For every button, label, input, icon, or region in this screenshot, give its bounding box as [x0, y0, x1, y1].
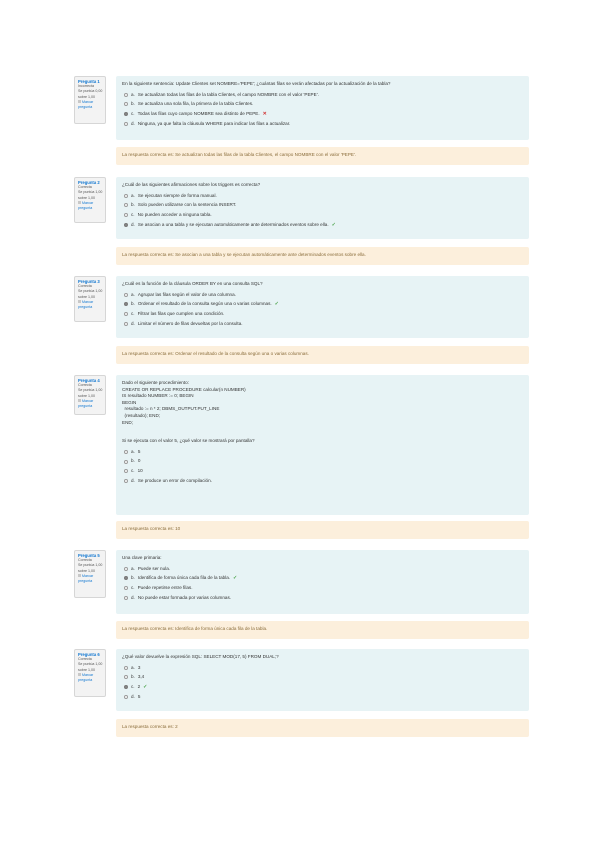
option-letter: c.	[131, 584, 135, 590]
radio-button[interactable]	[124, 479, 128, 483]
answer-option[interactable]	[124, 193, 523, 199]
option-letter: a.	[131, 565, 135, 571]
question-status: Incorrecta	[78, 84, 94, 89]
flag-question-link[interactable]	[78, 574, 103, 584]
radio-button-selected[interactable]	[124, 302, 128, 306]
incorrect-icon: ✕	[262, 110, 267, 117]
option-letter: a.	[131, 291, 135, 297]
question-info	[74, 276, 106, 322]
radio-button[interactable]	[124, 695, 128, 699]
option-text: Ordenar el resultado de la consulta según una o varias columnas.	[137, 301, 272, 307]
flag-label: Marcar pregunta	[78, 573, 94, 584]
answer-option[interactable]	[124, 92, 523, 98]
radio-button[interactable]	[124, 675, 128, 679]
question-mark: Se puntúa 0,00 sobre 1,00	[78, 89, 103, 99]
flag-label: Marcar pregunta	[78, 299, 94, 310]
answer-option[interactable]	[124, 478, 523, 484]
option-text: Limitar el número de filas devueltas por la consulta.	[137, 320, 243, 326]
option-text: Se asocian a una tabla y se ejecutan automáticamente ante determinados eventos sobre ella.	[137, 221, 329, 227]
question-status: Correcta	[78, 185, 92, 190]
option-letter: d.	[131, 594, 135, 600]
option-letter: c.	[131, 110, 135, 116]
option-text: 0	[137, 458, 141, 464]
question-status: Correcta	[78, 284, 92, 289]
radio-button[interactable]	[124, 450, 128, 454]
question-status: Correcta	[78, 383, 92, 388]
question-content	[116, 649, 529, 711]
option-text: Identifica de forma única cada fila de la tabla.	[137, 575, 231, 581]
question-num: 5	[97, 553, 100, 558]
flag-label: Marcar pregunta	[78, 672, 94, 683]
option-letter: b.	[131, 101, 135, 107]
question-content	[116, 550, 529, 614]
answer-option[interactable]	[124, 694, 523, 700]
question-text: ¿Qué valor devuelve la expresión SQL: SELECT MOD(17, 5) FROM DUAL;?	[122, 654, 279, 659]
flag-icon	[78, 673, 81, 676]
radio-button[interactable]	[124, 213, 128, 217]
option-letter: c.	[131, 683, 135, 689]
radio-button-selected[interactable]	[124, 576, 128, 580]
option-letter: a.	[131, 664, 135, 670]
question-status: Correcta	[78, 558, 92, 563]
radio-button[interactable]	[124, 596, 128, 600]
answer-option[interactable]	[124, 665, 523, 671]
option-text: Agrupar las filas según el valor de una columna.	[137, 291, 236, 297]
question-text: En la siguiente sentencia: Update Clientes set NOMBRE='PEPE'; ¿cuántas filas se verán afectadas por la actualización de la tabla?	[122, 81, 391, 86]
answer-option[interactable]	[124, 202, 523, 208]
correct-check-icon: ✓	[331, 221, 336, 228]
answer-option[interactable]	[124, 321, 523, 327]
option-letter: c.	[131, 310, 135, 316]
feedback-box: La respuesta correcta es: Ordenar el resultado de la consulta según una o varias columnas.	[116, 346, 529, 364]
question-num: 4	[97, 378, 100, 383]
question-content	[116, 375, 529, 515]
option-text: Solo pueden utilizarse con la sentencia INSERT.	[137, 202, 237, 208]
radio-button[interactable]	[124, 293, 128, 297]
option-letter: d.	[131, 693, 135, 699]
option-text: Se ejecutan siempre de forma manual.	[137, 192, 217, 198]
question-info	[74, 375, 106, 415]
code-line: END;	[122, 419, 133, 425]
radio-button[interactable]	[124, 203, 128, 207]
option-letter: d.	[131, 320, 135, 326]
code-line: resultado := n * 2; DBMS_OUTPUT.PUT_LINE	[122, 406, 220, 412]
flag-icon	[78, 574, 81, 577]
question-num: 1	[97, 79, 100, 84]
flag-question-link[interactable]	[78, 100, 103, 110]
option-text: Puede repetirse entre filas.	[137, 584, 193, 590]
question-info	[74, 76, 106, 124]
question-mark: Se puntúa 1,00 sobre 1,00	[78, 388, 103, 398]
option-letter: d.	[131, 477, 135, 483]
flag-icon	[78, 201, 81, 204]
question-label: Pregunta	[78, 180, 97, 185]
question-label: Pregunta	[78, 79, 97, 84]
option-letter: b.	[131, 301, 135, 307]
code-line: IS resultado NUMBER := 0; BEGIN	[122, 393, 194, 399]
option-letter: a.	[131, 192, 135, 198]
option-text: No pueden acceder a ninguna tabla.	[137, 211, 212, 217]
flag-question-link[interactable]	[78, 399, 103, 409]
answer-option[interactable]	[124, 101, 523, 107]
flag-question-link[interactable]	[78, 201, 103, 211]
question-text: ¿Cuál de las siguientes afirmaciones sobre los triggers es correcta?	[122, 182, 261, 187]
option-text: 3,4	[137, 674, 145, 680]
question-mark: Se puntúa 1,00 sobre 1,00	[78, 662, 103, 672]
option-letter: c.	[131, 211, 135, 217]
question-content	[116, 76, 529, 140]
radio-button-selected[interactable]	[124, 112, 128, 116]
question-text-2: Si se ejecuta con el valor 5, ¿qué valor se mostrará por pantalla?	[122, 438, 255, 444]
radio-button[interactable]	[124, 469, 128, 473]
answer-option[interactable]	[124, 212, 523, 218]
radio-button[interactable]	[124, 460, 128, 464]
flag-icon	[78, 300, 81, 303]
answer-option[interactable]	[124, 222, 523, 228]
question-info	[74, 649, 106, 697]
answer-option[interactable]	[124, 585, 523, 591]
question-content	[116, 276, 529, 338]
option-text: Ninguna, ya que falta la cláusula WHERE para indicar las filas a actualizar.	[137, 120, 291, 126]
question-content	[116, 177, 529, 239]
option-letter: d.	[131, 221, 135, 227]
radio-button[interactable]	[124, 312, 128, 316]
answer-option[interactable]	[124, 595, 523, 601]
question-mark: Se puntúa 1,00 sobre 1,00	[78, 289, 103, 299]
flag-icon	[78, 399, 81, 402]
question-label: Pregunta	[78, 652, 97, 657]
option-text: 5	[137, 693, 141, 699]
option-text: Puede ser nula.	[137, 565, 171, 571]
option-text: Se produce un error de compilación.	[137, 477, 212, 483]
radio-button-selected[interactable]	[124, 685, 128, 689]
option-text: 3	[137, 664, 141, 670]
code-line: CREATE OR REPLACE PROCEDURE calcular(n NUMBER)	[122, 386, 246, 392]
radio-button[interactable]	[124, 122, 128, 126]
answer-option[interactable]	[124, 301, 523, 307]
answer-option[interactable]	[124, 111, 523, 117]
correct-check-icon: ✓	[274, 301, 279, 308]
option-text: No puede estar formada por varias columnas.	[137, 594, 232, 600]
question-info	[74, 177, 106, 223]
code-line: (resultado); END;	[122, 412, 161, 418]
radio-button[interactable]	[124, 666, 128, 670]
question-label: Pregunta	[78, 553, 97, 558]
radio-button[interactable]	[124, 194, 128, 198]
answer-option[interactable]	[124, 684, 523, 690]
answer-option[interactable]	[124, 311, 523, 317]
feedback-box: La respuesta correcta es: Se asocian a una tabla y se ejecutan automáticamente ante determinados eventos sobre ella.	[116, 247, 529, 265]
flag-label: Marcar pregunta	[78, 99, 94, 110]
code-line: BEGIN	[122, 399, 137, 405]
answer-option[interactable]	[124, 468, 523, 474]
option-text: Todas las filas cuyo campo NOMBRE sea distinto de PEPE.	[137, 110, 260, 116]
question-label: Pregunta	[78, 378, 97, 383]
answer-option[interactable]	[124, 121, 523, 127]
question-text: Una clave primaria:	[122, 555, 162, 560]
answer-option[interactable]	[124, 458, 523, 464]
option-text: Se actualizan todas las filas de la tabla Clientes, el campo NOMBRE con el valor 'PEPE'.	[137, 91, 319, 97]
option-text: Filtrar las filas que cumplen una condición.	[137, 310, 225, 316]
option-letter: b.	[131, 674, 135, 680]
answer-option[interactable]	[124, 449, 523, 455]
radio-button[interactable]	[124, 93, 128, 97]
question-text: ¿Cuál es la función de la cláusula ORDER BY en una consulta SQL?	[122, 281, 263, 286]
question-num: 3	[97, 279, 100, 284]
question-mark: Se puntúa 1,00 sobre 1,00	[78, 190, 103, 200]
option-letter: b.	[131, 575, 135, 581]
option-text: 10	[137, 468, 143, 474]
radio-button[interactable]	[124, 322, 128, 326]
correct-check-icon: ✓	[233, 575, 238, 582]
option-letter: c.	[131, 468, 135, 474]
option-letter: b.	[131, 202, 135, 208]
option-text: 5	[137, 448, 141, 454]
feedback-box: La respuesta correcta es: Se actualizan todas las filas de la tabla Clientes, el campo NOMBRE con el valor 'PEPE'.	[116, 147, 529, 165]
feedback-box: La respuesta correcta es: 2	[116, 719, 529, 737]
option-letter: a.	[131, 91, 135, 97]
question-status: Correcta	[78, 657, 92, 662]
question-info	[74, 550, 106, 598]
question-num: 6	[97, 652, 100, 657]
feedback-box: La respuesta correcta es: Identifica de forma única cada fila de la tabla.	[116, 621, 529, 639]
option-letter: a.	[131, 448, 135, 454]
flag-question-link[interactable]	[78, 673, 103, 683]
flag-icon	[78, 100, 81, 103]
answer-option[interactable]	[124, 674, 523, 680]
answer-option[interactable]	[124, 566, 523, 572]
option-letter: b.	[131, 458, 135, 464]
option-letter: d.	[131, 120, 135, 126]
radio-button[interactable]	[124, 567, 128, 571]
flag-question-link[interactable]	[78, 300, 103, 310]
answer-option[interactable]	[124, 575, 523, 581]
flag-label: Marcar pregunta	[78, 200, 94, 211]
radio-button[interactable]	[124, 586, 128, 590]
feedback-box: La respuesta correcta es: 10	[116, 521, 529, 539]
question-mark: Se puntúa 1,00 sobre 1,00	[78, 563, 103, 573]
flag-label: Marcar pregunta	[78, 398, 94, 409]
answer-option[interactable]	[124, 292, 523, 298]
option-text: Se actualiza una sola fila, la primera de la tabla Clientes.	[137, 101, 254, 107]
radio-button-selected[interactable]	[124, 223, 128, 227]
question-label: Pregunta	[78, 279, 97, 284]
question-num: 2	[97, 180, 100, 185]
correct-check-icon: ✓	[143, 683, 148, 690]
question-text: Dado el siguiente procedimiento:	[122, 380, 189, 385]
option-text: 2	[137, 683, 141, 689]
radio-button[interactable]	[124, 102, 128, 106]
